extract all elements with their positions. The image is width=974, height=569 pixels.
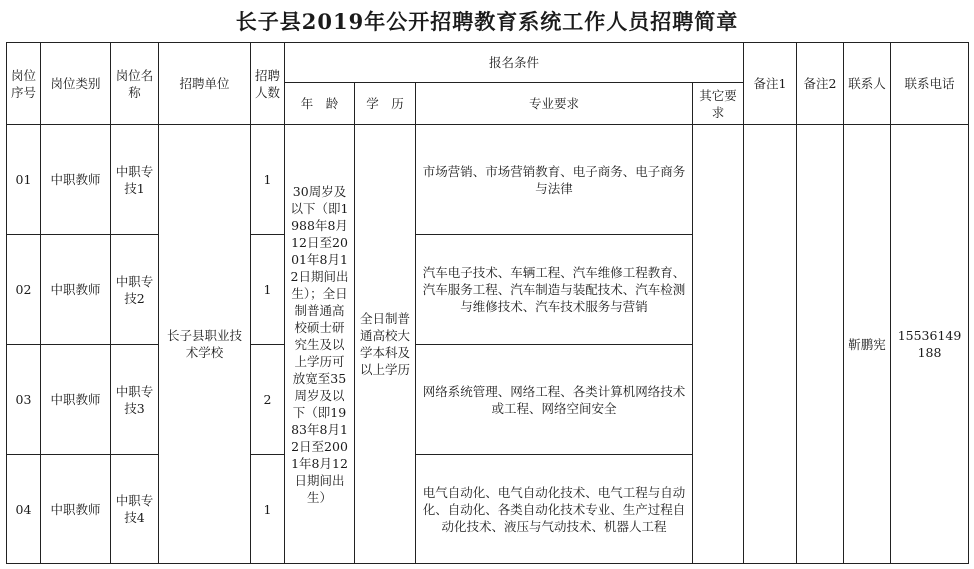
row-major: 电气自动化、电气自动化技术、电气工程与自动化、自动化、各类自动化技术专业、生产过程自动化技术、液压与气动技术、机器人工程 — [416, 455, 693, 564]
row-count: 1 — [251, 455, 285, 564]
header-count: 招聘人数 — [251, 43, 285, 125]
row-type: 中职教师 — [41, 455, 111, 564]
row-type: 中职教师 — [41, 345, 111, 455]
note1-cell — [744, 125, 797, 564]
header-contact: 联系人 — [844, 43, 891, 125]
header-note2: 备注2 — [797, 43, 844, 125]
header-note1: 备注1 — [744, 43, 797, 125]
row-seq: 02 — [7, 235, 41, 345]
phone-cell: 15536149188 — [891, 125, 969, 564]
unit-cell: 长子县职业技术学校 — [159, 125, 251, 564]
page-title: 长子县2019年公开招聘教育系统工作人员招聘简章 — [235, 9, 739, 34]
row-name: 中职专技4 — [111, 455, 159, 564]
other-requirement-cell — [693, 125, 744, 564]
row-name: 中职专技1 — [111, 125, 159, 235]
row-major: 市场营销、市场营销教育、电子商务、电子商务与法律 — [416, 125, 693, 235]
row-seq: 01 — [7, 125, 41, 235]
row-seq: 03 — [7, 345, 41, 455]
row-type: 中职教师 — [41, 125, 111, 235]
header-name: 岗位名称 — [111, 43, 159, 125]
note2-cell — [797, 125, 844, 564]
header-type: 岗位类别 — [41, 43, 111, 125]
row-name: 中职专技3 — [111, 345, 159, 455]
age-requirement: 30周岁及以下（即1988年8月12日至2001年8月12日期间出生）；全日制普通高校硕士研究生及以上学历可放宽至35周岁及以下（即1983年8月12日至2001年8月12日期间出生） — [285, 125, 355, 564]
header-unit: 招聘单位 — [159, 43, 251, 125]
header-conditions: 报名条件 — [285, 43, 744, 83]
education-requirement: 全日制普通高校大学本科及以上学历 — [355, 125, 416, 564]
header-phone: 联系电话 — [891, 43, 969, 125]
row-major: 汽车电子技术、车辆工程、汽车维修工程教育、汽车服务工程、汽车制造与装配技术、汽车检测与维修技术、汽车技术服务与营销 — [416, 235, 693, 345]
recruitment-table — [6, 42, 969, 564]
header-major: 专业要求 — [416, 83, 693, 125]
row-seq: 04 — [7, 455, 41, 564]
contact-cell: 靳鹏宪 — [844, 125, 891, 564]
row-name: 中职专技2 — [111, 235, 159, 345]
row-count: 2 — [251, 345, 285, 455]
header-seq: 岗位序号 — [7, 43, 41, 125]
header-other: 其它要求 — [693, 83, 744, 125]
row-count: 1 — [251, 235, 285, 345]
row-count: 1 — [251, 125, 285, 235]
header-age: 年 龄 — [285, 83, 355, 125]
row-major: 网络系统管理、网络工程、各类计算机网络技术或工程、网络空间安全 — [416, 345, 693, 455]
row-type: 中职教师 — [41, 235, 111, 345]
header-edu: 学 历 — [355, 83, 416, 125]
